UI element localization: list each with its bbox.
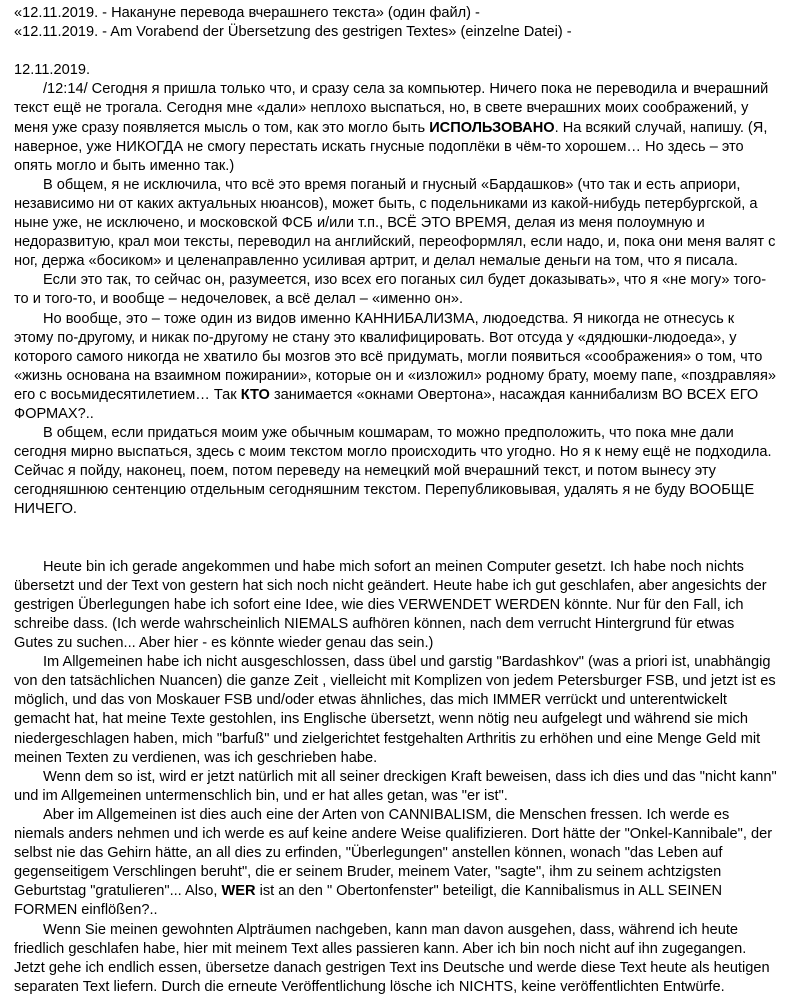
german-paragraph-4: Aber im Allgemeinen ist dies auch eine der Arten von CANNIBALISM, die Menschen fressen. Ich werde es niemals anders nehmen und ich werde es auf keine andere Weise qualifizieren. Dort hätte der "Onkel-Kannibale", der selbst nie das Gehirn hätte, an all dies zu erfinden, "Überlegungen" anstellen können, wonach "das Leben auf gegenseitigem Verschlingen beruht", die er seinem Bruder, meinem Vater, "sagte", ihm zu seinem achtzigsten Geburtstag "gratulieren"... Also, WER ist an den " Obertonfenster" beteiligt, die Kannibalismus in ALL SEINEN FORMEN einflößen?.. (14, 806, 773, 919)
german-paragraph-5: Wenn Sie meinen gewohnten Alpträumen nachgeben, kann man davon ausgehen, dass, während ich heute friedlich geschlafen habe, hier mit meinem Text alles passieren kann. Aber ich bin noch nicht auf ihn zugegangen. Jetzt gehe ich endlich essen, übersetze danach gestrigen Text ins Deutsche und werde diese Text heute als heutigen separaten Text liefern. Durch die erneute Veröffentlichung lösche ich NICHTS, keine veröffentlichten Entwürfe. (14, 921, 770, 995)
emphasis-used: ИСПОЛЬЗОВАНО (429, 119, 555, 136)
russian-paragraph-1: /12:14/ Сегодня я пришла только что, и сразу села за компьютер. Ничего пока не переводила и вчерашний текст ещё не трогала. Сегодня мне «дали» неплохо выспаться, но, в свете вчерашних моих соображений, у меня уже сразу появляется мысль о том, как это могло быть ИСПОЛЬЗОВАНО. На всякий случай, напишу. (Я, наверное, уже НИКОГДА не смогу перестать искать гнусные подоплёки в чём-то хорошем… Но здесь – это опять могло и быть именно так.) (14, 81, 769, 174)
header-title-german: «12.11.2019. - Am Vorabend der Übersetzung des gestrigen Textes» (einzelne Datei) - (14, 24, 572, 41)
header-title-russian: «12.11.2019. - Накануне перевода вчерашнего текста» (один файл) - (14, 5, 480, 21)
russian-paragraph-5: В общем, если придаться моим уже обычным кошмарам, то можно предположить, что пока мне дали сегодня мирно выспаться, здесь с моим текстом могло происходить что угодно. Но я к нему ещё не подходила. Сейчас я пойду, наконец, поем, потом переведу на немецкий мой вчерашний текст, и потом вынесу эту сегодняшнюю сентенцию отдельным сегодняшним текстом. Перепубликовывая, удалять я не буду ВООБЩЕ НИЧЕГО. (14, 425, 772, 518)
german-paragraph-1: Heute bin ich gerade angekommen und habe mich sofort an meinen Computer gesetzt. Ich habe noch nichts übersetzt und der Text von gestern hat sich noch nicht geändert. Heute habe ich gut geschlafen, aber angesichts der gestrigen Überlegungen habe ich sofort eine Idee, wie dies VERWENDET WERDEN könnte. Nur für den Fall, ich schreibe dass. (Ich werde wahrscheinlich NIEMALS aufhören können, nach dem verrucht Hintergrund für etwas Gutes zu suchen... Aber hier - es könnte wieder genau das sein.) (14, 558, 767, 652)
german-paragraph-2: Im Allgemeinen habe ich nicht ausgeschlossen, dass übel und garstig "Bardashkov" (was a priori ist, unabhängig von den tatsächlichen Nuancen) die ganze Zeit , vielleicht mit Komplizen von jedem Petersburger FSB, und jetzt ist es möglich, und das von Moskauer FSB und/oder etwas ähnliches, das mich IMMER verrückt und unterentwickelt gemacht hat, hat meine Texte gestohlen, ins Englische übersetzt, wenn nötig neu aufgelegt und während sie mich niedergeschlagen haben, mich "barfuß" und zielgerichtet festgehalten Arthritis zu erhöhen und eine Menge Geld mit meinen Texten zu verdienen, was ich geschrieben habe. (14, 654, 776, 766)
emphasis-who-de: WER (221, 883, 256, 900)
russian-paragraph-3: Если это так, то сейчас он, разумеется, изо всех его поганых сил будет доказывать», что я «не могу» того-то и того-то, и вообще – недочеловек, а всё делал – «именно он». (14, 272, 767, 308)
section-gap (14, 539, 777, 558)
section-gap (14, 520, 777, 539)
emphasis-who-ru: КТО (240, 386, 270, 403)
entry-date: 12.11.2019. (14, 62, 91, 79)
russian-paragraph-4: Но вообще, это – тоже один из видов именно КАННИБАЛИЗМА, людоедства. Я никогда не отнесусь к этому по-другому, и никак по-другому не стану это квалифицировать. Вот отсуда у «дядюшки-людоеда», у которого самого никогда не хватило бы мозгов это всё придумать, могли появиться «соображения» о том, что «жизнь основана на взаимном пожирании», которые он и «изложил» родному брату, моему папе, «поздравляя» его с восьмидесятилетием… Так КТО занимается «окнами Овертона», насаждая каннибализм ВО ВСЕХ ЕГО ФОРМАХ?.. (14, 310, 776, 422)
blank-line (14, 42, 777, 61)
german-paragraph-3: Wenn dem so ist, wird er jetzt natürlich mit all seiner dreckigen Kraft beweisen, dass ich dies und das "nicht kann" und im Allgemeinen untermenschlich bin, und er hat alles getan, was "er ist". (14, 768, 777, 804)
russian-paragraph-2: В общем, я не исключила, что всё это время поганый и гнусный «Бардашков» (что так и есть априори, независимо ни от каких актуальных нюансов), может быть, с подельниками из какой-нибудь петербургской, а ныне уже, не исключено, и московской ФСБ и/или т.п., ВСЁ ЭТО ВРЕМЯ, делая из меня полоумную и недоразвитую, крал мои тексты, переводил на английский, переоформлял, если надо, и, пока они меня валят с ног, держа «босиком» и целенаправленно усиливая артрит, и делал немалые деньги на том, что я писала. (14, 176, 776, 270)
